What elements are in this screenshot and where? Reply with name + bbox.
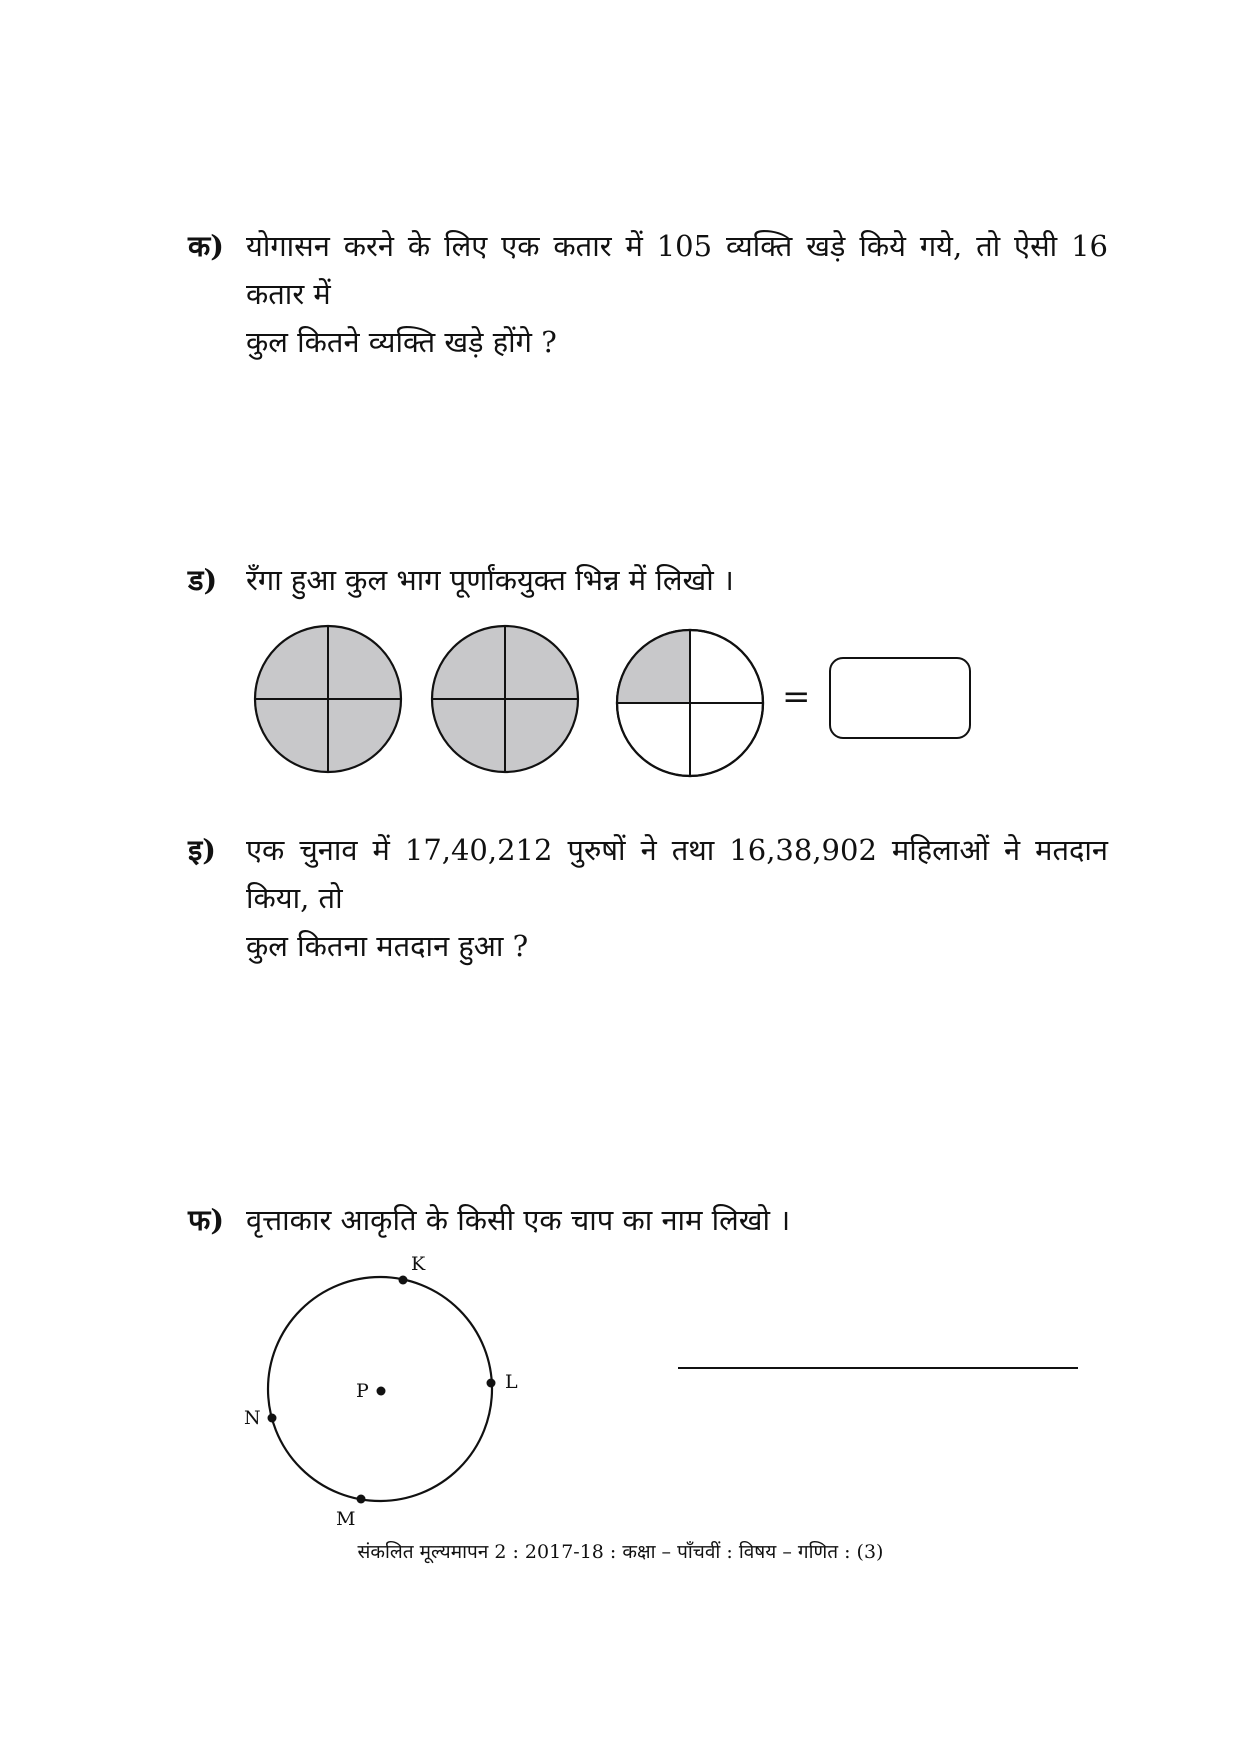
question-text-line: एक चुनाव में 17,40,212 पुरुषों ने तथा 16,38,902 महिलाओं ने मतदान किया, तो <box>246 833 1108 915</box>
point-label-m: M <box>336 1508 356 1530</box>
point-label-p: P <box>356 1380 369 1402</box>
point-label-l: L <box>505 1371 518 1393</box>
point-p <box>377 1387 386 1396</box>
page-footer: संकलित मूल्यमापन 2 : 2017-18 : कक्षा – पाँचवीं : विषय – गणित : (3) <box>357 1541 884 1563</box>
question-label: इ) <box>188 833 216 867</box>
equals-sign: = <box>782 677 811 717</box>
answer-line[interactable] <box>678 1367 1078 1369</box>
question-text-line: योगासन करने के लिए एक कतार में 105 व्यक्ति खड़े किये गये, तो ऐसी 16 कतार में <box>246 229 1108 311</box>
question-label: ड) <box>188 563 218 597</box>
point-l <box>487 1379 496 1388</box>
question-label: फ) <box>188 1203 225 1237</box>
question-text-line: वृत्ताकार आकृति के किसी एक चाप का नाम लिखो । <box>246 1203 791 1237</box>
question-label: क) <box>188 229 224 263</box>
question-text-line: रँगा हुआ कुल भाग पूर्णांकयुक्त भिन्न में लिखो । <box>246 563 734 597</box>
question-text-line: कुल कितना मतदान हुआ ? <box>246 929 529 963</box>
point-m <box>357 1495 366 1504</box>
point-label-k: K <box>411 1253 426 1275</box>
point-k <box>399 1276 408 1285</box>
point-n <box>268 1414 277 1423</box>
point-label-n: N <box>244 1407 261 1429</box>
question-text-line: कुल कितने व्यक्ति खड़े होंगे ? <box>246 325 557 359</box>
